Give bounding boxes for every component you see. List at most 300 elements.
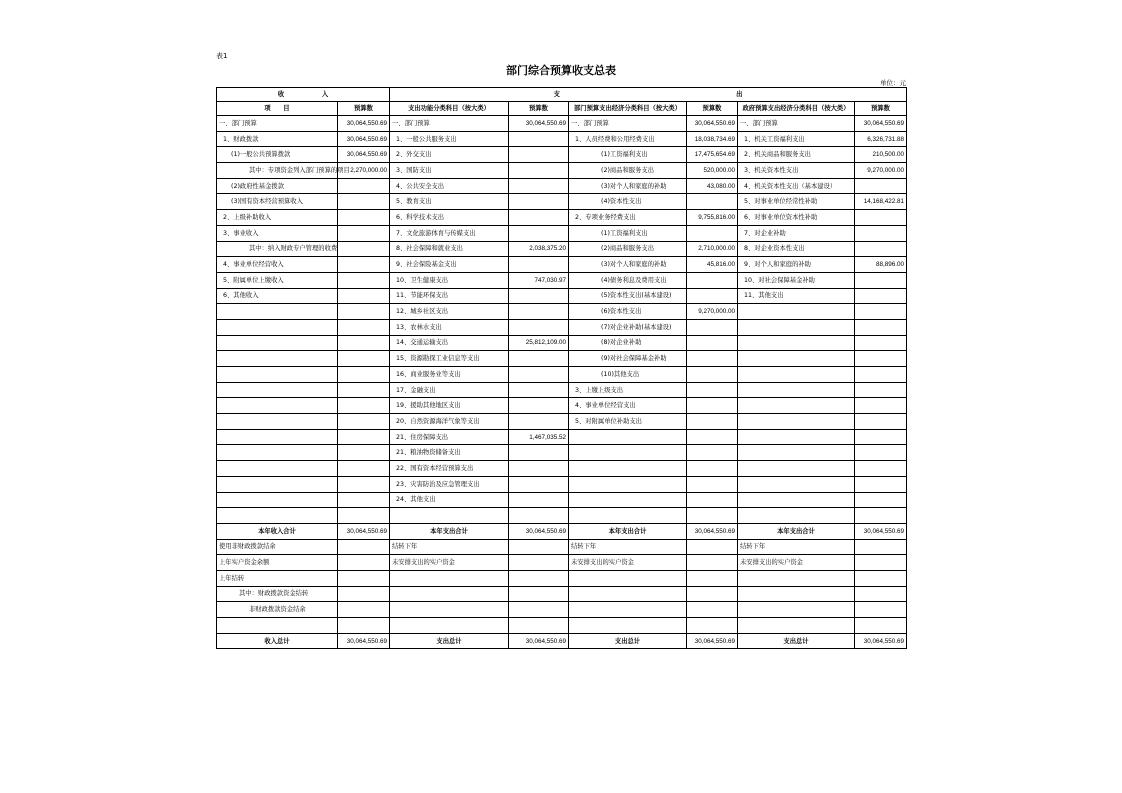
table-row [217,319,907,335]
item-cell [738,461,855,477]
item-cell: 1、财政拨款 [217,131,338,147]
budget-cell: 43,080.00 [687,178,738,194]
budget-cell [509,147,569,163]
item-cell [217,445,338,461]
table-row [217,476,907,492]
item-cell: 3、机关资本性支出 [738,163,855,179]
item-cell: 5、对附属单位补助支出 [569,414,687,430]
item-cell [738,382,855,398]
budget-cell: 9,270,000.00 [855,163,907,179]
budget-cell [338,304,390,320]
item-cell: (3)对个人和家庭的补助 [569,257,687,273]
budget-cell [338,461,390,477]
item-cell: 结转下年 [569,539,687,555]
budget-cell [687,492,738,508]
budget-cell [855,178,907,194]
budget-cell [338,367,390,383]
item-cell [569,476,687,492]
item-cell: 未安排支出的实户资金 [569,555,687,571]
item-cell: 8、社会保障和就业支出 [390,241,509,257]
item-cell: 16、商业服务业等支出 [390,367,509,383]
budget-cell [855,304,907,320]
item-cell: 未安排支出的实户资金 [390,555,509,571]
table-row [217,147,907,163]
item-cell [390,586,509,602]
item-cell: 11、其他支出 [738,288,855,304]
budget-cell [338,429,390,445]
item-cell [569,570,687,586]
item-cell [217,319,338,335]
item-cell: 22、国有资本经营预算支出 [390,461,509,477]
budget-cell [855,602,907,618]
budget-cell [338,586,390,602]
item-cell: 13、农林水支出 [390,319,509,335]
col-header-budget: 预算数 [338,102,390,116]
item-cell [738,445,855,461]
item-cell: 21、粮油物资储备支出 [390,445,509,461]
budget-cell [338,210,390,226]
col-header-budget: 预算数 [509,102,569,116]
item-cell [569,508,687,524]
expense-group-header: 支 出 [390,88,907,102]
item-cell: (2)政府性基金拨款 [217,178,338,194]
budget-cell [687,602,738,618]
item-cell: 3、上缴上级支出 [569,382,687,398]
col-header-budget: 预算数 [687,102,738,116]
budget-cell [338,288,390,304]
budget-cell: 14,168,422.81 [855,194,907,210]
budget-cell [338,382,390,398]
annual-total-row [217,523,907,539]
budget-cell: 30,064,550.69 [687,116,738,132]
item-cell [569,492,687,508]
item-cell: 其中：纳入财政专户管理的收费 [217,241,338,257]
item-cell: 2、上级补助收入 [217,210,338,226]
table-row [217,272,907,288]
item-cell: 4、公共安全支出 [390,178,509,194]
item-cell: 7、对企业补助 [738,225,855,241]
budget-cell [687,429,738,445]
item-cell: 2、专项业务经费支出 [569,210,687,226]
item-cell [217,335,338,351]
table-row [217,335,907,351]
budget-cell [687,555,738,571]
item-cell [390,602,509,618]
table-row [217,445,907,461]
budget-cell [509,461,569,477]
budget-cell [687,194,738,210]
budget-cell: 88,896.00 [855,257,907,273]
budget-cell [509,319,569,335]
item-cell [217,351,338,367]
table-row [217,257,907,273]
income-total-value: 30,064,550.69 [338,633,390,649]
budget-cell [338,225,390,241]
item-cell [569,445,687,461]
item-cell: 9、社会保险基金支出 [390,257,509,273]
budget-cell [855,382,907,398]
item-cell: (9)对社会保障基金补助 [569,351,687,367]
item-cell [738,351,855,367]
budget-cell [855,508,907,524]
budget-cell: 9,270,000.00 [687,304,738,320]
item-cell [738,335,855,351]
budget-cell: 30,064,550.69 [338,131,390,147]
item-cell [569,429,687,445]
item-cell: 2、外交支出 [390,147,509,163]
group-header-row [217,88,907,102]
item-cell: 9、对个人和家庭的补助 [738,257,855,273]
item-cell [569,461,687,477]
budget-cell [855,288,907,304]
budget-cell [338,351,390,367]
budget-cell [855,555,907,571]
item-cell: 5、对事业单位经常性补助 [738,194,855,210]
budget-cell [855,351,907,367]
budget-cell [338,445,390,461]
table-number: 表1 [216,52,228,60]
budget-cell: 30,064,550.69 [855,116,907,132]
budget-cell: 747,030.97 [509,272,569,288]
budget-cell [855,210,907,226]
item-cell [738,586,855,602]
budget-cell [509,210,569,226]
carryover-row [217,555,907,571]
budget-cell [338,178,390,194]
item-cell [738,367,855,383]
item-cell: 使用非财政拨款结余 [217,539,338,555]
item-cell: 15、资源勘探工业信息等支出 [390,351,509,367]
expense-total-label: 本年支出合计 [390,523,509,539]
item-cell: 17、金融支出 [390,382,509,398]
budget-cell [338,476,390,492]
item-cell: 23、灾害防治及应急管理支出 [390,476,509,492]
item-cell: 2、机关商品和服务支出 [738,147,855,163]
budget-cell: 6,326,731.88 [855,131,907,147]
item-cell [569,618,687,634]
item-cell [217,508,338,524]
table-row [217,225,907,241]
item-cell: 其中：财政拨款资金结转 [217,586,338,602]
budget-cell [509,414,569,430]
item-cell: 10、对社会保障基金补助 [738,272,855,288]
budget-cell [855,367,907,383]
table-row [217,508,907,524]
item-cell [738,570,855,586]
item-cell: 结转下年 [390,539,509,555]
col-header-gov-econ: 政府预算支出经济分类科目（按大类） [738,102,855,116]
item-cell [217,492,338,508]
budget-cell [509,351,569,367]
budget-cell: 45,816.00 [687,257,738,273]
budget-cell [338,618,390,634]
expense-total-label: 支出总计 [569,633,687,649]
budget-cell [855,461,907,477]
budget-cell [338,272,390,288]
income-total-label: 收入总计 [217,633,338,649]
budget-cell [855,241,907,257]
budget-cell [855,618,907,634]
item-cell: 11、节能环保支出 [390,288,509,304]
budget-cell [687,476,738,492]
item-cell: 4、事业单位经营收入 [217,257,338,273]
budget-cell [509,602,569,618]
budget-cell [687,461,738,477]
budget-cell [855,225,907,241]
budget-cell: 9,755,816.00 [687,210,738,226]
item-cell: (1)工资福利支出 [569,225,687,241]
table-row [217,116,907,132]
item-cell: (4)债务利息及费用支出 [569,272,687,288]
item-cell: 非财政拨款资金结余 [217,602,338,618]
budget-cell [509,257,569,273]
budget-cell [687,414,738,430]
item-cell: 24、其他支出 [390,492,509,508]
budget-cell [509,178,569,194]
item-cell: 10、卫生健康支出 [390,272,509,288]
budget-cell [687,382,738,398]
budget-cell [687,288,738,304]
budget-cell [855,319,907,335]
table-row [217,178,907,194]
item-cell [738,319,855,335]
expense-total-value: 30,064,550.69 [687,523,738,539]
budget-cell [687,351,738,367]
item-cell [217,304,338,320]
item-cell: 6、对事业单位资本性补助 [738,210,855,226]
item-cell [738,508,855,524]
item-cell: 1、一般公共服务支出 [390,131,509,147]
budget-cell [855,539,907,555]
table-row [217,288,907,304]
item-cell: 一、部门预算 [569,116,687,132]
item-cell: (8)对企业补助 [569,335,687,351]
table-row [217,210,907,226]
budget-cell [509,586,569,602]
budget-cell [338,335,390,351]
budget-cell [338,602,390,618]
table-row [217,241,907,257]
item-cell: 上年结转 [217,570,338,586]
budget-cell [509,555,569,571]
table-row [217,461,907,477]
budget-cell: 30,064,550.69 [338,147,390,163]
item-cell: (3)国有资本经营预算收入 [217,194,338,210]
budget-cell [338,194,390,210]
expense-total-value: 30,064,550.69 [855,633,907,649]
budget-cell [855,335,907,351]
budget-cell [855,445,907,461]
unit-label: 单位：元 [880,79,906,87]
budget-cell: 2,270,000.00 [338,163,390,179]
item-cell [738,618,855,634]
item-cell: 未安排支出的实户资金 [738,555,855,571]
budget-cell [338,570,390,586]
budget-cell [687,367,738,383]
item-cell: (3)对个人和家庭的补助 [569,178,687,194]
item-cell [738,429,855,445]
expense-total-value: 30,064,550.69 [687,633,738,649]
budget-cell [509,225,569,241]
item-cell: 结转下年 [738,539,855,555]
carryover-row [217,570,907,586]
item-cell [217,398,338,414]
table-row [217,351,907,367]
item-cell [217,382,338,398]
budget-cell [687,586,738,602]
item-cell: 20、自然资源海洋气象等支出 [390,414,509,430]
budget-cell [509,304,569,320]
item-cell [217,367,338,383]
budget-cell: 18,038,734.69 [687,131,738,147]
table-row [217,194,907,210]
item-cell [217,461,338,477]
budget-cell [509,367,569,383]
budget-cell [509,131,569,147]
expense-total-value: 30,064,550.69 [509,633,569,649]
item-cell: 1、人员经费和公用经费支出 [569,131,687,147]
budget-cell [509,476,569,492]
budget-cell [338,492,390,508]
table-row [217,382,907,398]
item-cell [217,429,338,445]
budget-cell [687,272,738,288]
table-row [217,429,907,445]
budget-cell [687,398,738,414]
item-cell: 8、对企业资本性支出 [738,241,855,257]
budget-cell [509,445,569,461]
budget-cell [509,539,569,555]
expense-total-label: 本年支出合计 [569,523,687,539]
carryover-row [217,602,907,618]
budget-cell [687,508,738,524]
budget-cell [855,398,907,414]
item-cell: 3、事业收入 [217,225,338,241]
item-cell: (2)商品和服务支出 [569,241,687,257]
item-cell: 6、其他收入 [217,288,338,304]
budget-cell [509,163,569,179]
item-cell: 3、国防支出 [390,163,509,179]
item-cell [390,618,509,634]
budget-cell [338,414,390,430]
item-cell: 上年实户资金余额 [217,555,338,571]
carryover-row [217,618,907,634]
item-cell: (2)商品和服务支出 [569,163,687,179]
budget-cell [509,398,569,414]
item-cell [738,602,855,618]
table-row [217,304,907,320]
budget-cell: 2,710,000.00 [687,241,738,257]
item-cell [738,304,855,320]
budget-cell [687,539,738,555]
item-cell [390,570,509,586]
carryover-row [217,586,907,602]
item-cell [569,586,687,602]
budget-cell [338,508,390,524]
item-cell: 5、附属单位上缴收入 [217,272,338,288]
budget-cell [338,241,390,257]
item-cell: (7)对企业补助(基本建设) [569,319,687,335]
item-cell [738,398,855,414]
budget-cell [509,194,569,210]
item-cell [738,414,855,430]
expense-total-label: 支出总计 [738,633,855,649]
item-cell: 一、部门预算 [390,116,509,132]
item-cell [217,618,338,634]
item-cell [738,492,855,508]
item-cell: 4、事业单位经营支出 [569,398,687,414]
expense-total-label: 本年支出合计 [738,523,855,539]
budget-cell [687,319,738,335]
item-cell: (4)资本性支出 [569,194,687,210]
budget-cell: 520,000.00 [687,163,738,179]
budget-cell [509,570,569,586]
budget-cell [687,570,738,586]
budget-summary-table [216,87,907,649]
budget-cell [855,476,907,492]
budget-cell [509,618,569,634]
table-row [217,492,907,508]
budget-cell [338,398,390,414]
budget-cell [338,539,390,555]
budget-cell [855,570,907,586]
budget-cell [687,618,738,634]
table-row [217,367,907,383]
budget-cell [687,445,738,461]
budget-cell: 30,064,550.69 [509,116,569,132]
budget-cell: 30,064,550.69 [338,116,390,132]
item-cell: (5)资本性支出(基本建设) [569,288,687,304]
table-row [217,163,907,179]
page-title: 部门综合预算收支总表 [506,64,616,77]
carryover-row [217,539,907,555]
item-cell: 4、机关资本性支出（基本建设） [738,178,855,194]
expense-total-value: 30,064,550.69 [855,523,907,539]
budget-cell [687,335,738,351]
expense-total-label: 支出总计 [390,633,509,649]
budget-cell: 210,500.00 [855,147,907,163]
item-cell: 1、机关工资福利支出 [738,131,855,147]
item-cell: 6、科学技术支出 [390,210,509,226]
item-cell: 21、住房保障支出 [390,429,509,445]
column-header-row [217,102,907,116]
grand-total-row [217,633,907,649]
table-row [217,398,907,414]
item-cell: (1)工资福利支出 [569,147,687,163]
item-cell [217,414,338,430]
income-total-label: 本年收入合计 [217,523,338,539]
col-header-dept-econ: 部门预算支出经济分类科目（按大类） [569,102,687,116]
budget-cell [855,414,907,430]
col-header-item: 项 目 [217,102,338,116]
budget-cell [338,319,390,335]
income-group-header: 收 入 [217,88,390,102]
item-cell: 14、交通运输支出 [390,335,509,351]
income-total-value: 30,064,550.69 [338,523,390,539]
item-cell: 一、部门预算 [738,116,855,132]
budget-cell [509,508,569,524]
item-cell [217,476,338,492]
budget-cell [338,555,390,571]
budget-cell: 1,467,035.52 [509,429,569,445]
item-cell: 7、文化旅游体育与传媒支出 [390,225,509,241]
budget-cell [855,586,907,602]
item-cell: 一、部门预算 [217,116,338,132]
item-cell [569,602,687,618]
item-cell: 12、城乡社区支出 [390,304,509,320]
item-cell: 其中：专项资金列入部门预算的项目 [217,163,338,179]
budget-cell [855,272,907,288]
